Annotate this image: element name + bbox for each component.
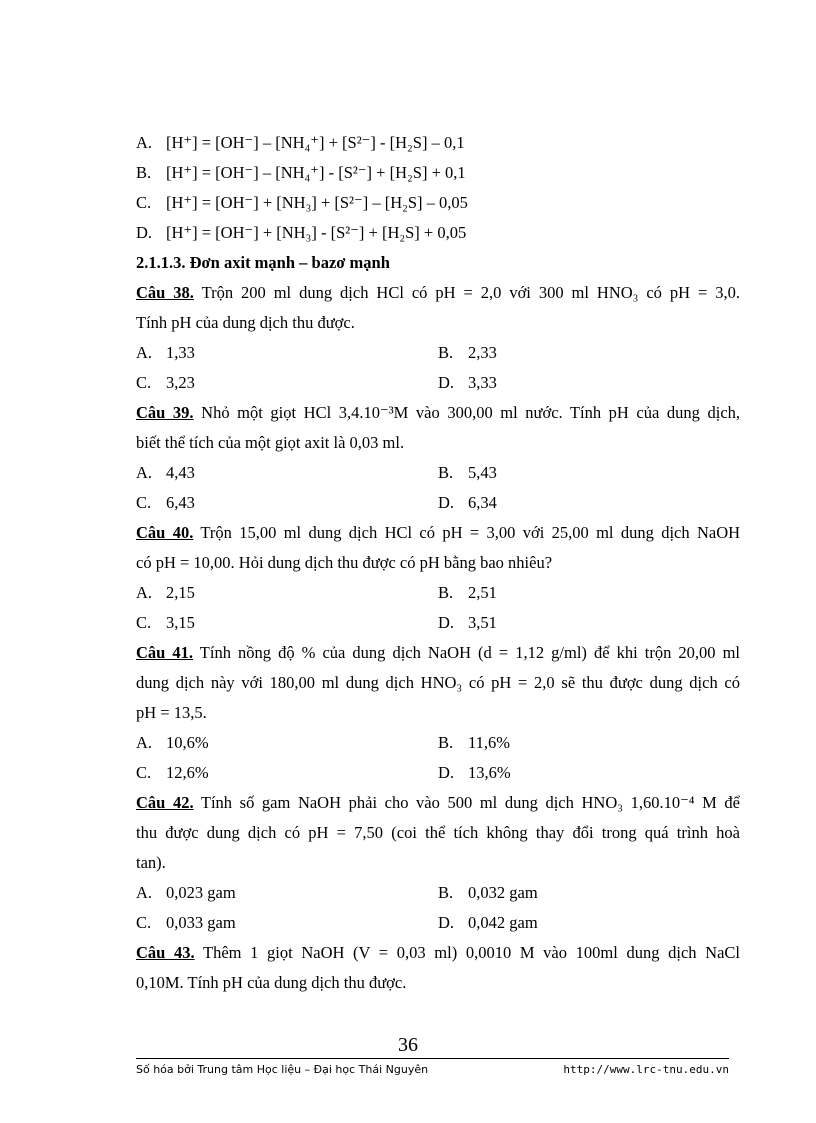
answer-label: D. [438, 763, 455, 782]
question-line: Tính pH của dung dịch thu được. [136, 313, 355, 332]
question-label: Câu 40. [136, 523, 194, 542]
answer-row [136, 758, 740, 788]
answer-row [136, 908, 740, 938]
answer-row [136, 338, 740, 368]
question-line [136, 938, 740, 968]
answer-label: C. [136, 493, 152, 512]
answer-value: 0,033 gam [166, 913, 236, 932]
answer-label: A. [136, 733, 153, 752]
question-line: dung dịch này với 180,00 ml dung dịch HNO₃ có pH = 2,0 sẽ thu được dung dịch có [136, 673, 740, 692]
answer-row [136, 608, 740, 638]
option-row [136, 188, 740, 218]
answer-value: 3,33 [468, 373, 497, 392]
question-line: biết thể tích của một giọt axit là 0,03 ml. [136, 433, 405, 452]
answer-value: 2,51 [468, 583, 497, 602]
answer-value: 0,042 gam [468, 913, 538, 932]
question-text: Tính số gam NaOH phải cho vào 500 ml dung dịch HNO₃ 1,60.10⁻⁴ M để [200, 793, 741, 812]
answer-value: 4,43 [166, 463, 195, 482]
question-label: Câu 38. [136, 283, 194, 302]
answer-value: 13,6% [468, 763, 511, 782]
option-text: [H⁺] = [OH⁻] + [NH₃] + [S²⁻] – [H₂S] – 0,05 [166, 193, 468, 212]
answer-row [136, 728, 740, 758]
page-number: 36 [398, 1034, 418, 1056]
question-text: Trộn 200 ml dung dịch HCl có pH = 2,0 với 300 ml HNO₃ có pH = 3,0. [201, 283, 740, 302]
page-content [136, 128, 740, 998]
option-row [136, 128, 740, 158]
question-label: Câu 41. [136, 643, 194, 662]
answer-label: D. [438, 913, 455, 932]
question-line: thu được dung dịch có pH = 7,50 (coi thể tích không thay đổi trong quá trình hoà [136, 823, 740, 842]
question-line: pH = 13,5. [136, 703, 207, 722]
footer-link[interactable]: http://www.lrc-tnu.edu.vn [563, 1063, 729, 1076]
question-line [136, 518, 740, 548]
answer-value: 12,6% [166, 763, 209, 782]
question-line [136, 788, 740, 818]
option-row [136, 158, 740, 188]
answer-value: 11,6% [468, 733, 511, 752]
answer-label: C. [136, 373, 152, 392]
answer-label: B. [438, 883, 454, 902]
option-label: D. [136, 223, 153, 242]
option-text: [H⁺] = [OH⁻] – [NH₄⁺] + [S²⁻] - [H₂S] – 0,1 [166, 133, 465, 152]
answer-label: B. [438, 463, 454, 482]
answer-value: 3,51 [468, 613, 497, 632]
answer-label: A. [136, 463, 153, 482]
answer-label: A. [136, 343, 153, 362]
question-text: Tính nồng độ % của dung dịch NaOH (d = 1,12 g/ml) để khi trộn 20,00 ml [199, 643, 740, 662]
question-text: Trộn 15,00 ml dung dịch HCl có pH = 3,00 với 25,00 ml dung dịch NaOH [200, 523, 741, 542]
option-text: [H⁺] = [OH⁻] – [NH₄⁺] - [S²⁻] + [H₂S] + 0,1 [166, 163, 466, 182]
option-label: A. [136, 133, 153, 152]
answer-value: 6,34 [468, 493, 497, 512]
answer-value: 10,6% [166, 733, 209, 752]
answer-label: C. [136, 913, 152, 932]
question-line: 0,10M. Tính pH của dung dịch thu được. [136, 973, 407, 992]
option-label: C. [136, 193, 152, 212]
section-heading: 2.1.1.3. Đơn axit mạnh – bazơ mạnh [136, 253, 390, 272]
answer-row [136, 458, 740, 488]
footer-divider [136, 1058, 729, 1059]
footer-credit: Số hóa bởi Trung tâm Học liệu – Đại học Thái Nguyên [136, 1063, 429, 1076]
answer-value: 0,023 gam [166, 883, 236, 902]
option-row [136, 218, 740, 248]
answer-label: A. [136, 583, 153, 602]
question-line: tan). [136, 853, 166, 872]
answer-value: 2,15 [166, 583, 195, 602]
question-label: Câu 39. [136, 403, 194, 422]
answer-row [136, 878, 740, 908]
answer-value: 0,032 gam [468, 883, 538, 902]
question-line [136, 278, 740, 308]
answer-label: A. [136, 883, 153, 902]
answer-label: D. [438, 493, 455, 512]
answer-row [136, 488, 740, 518]
answer-value: 1,33 [166, 343, 195, 362]
answer-value: 6,43 [166, 493, 195, 512]
question-label: Câu 42. [136, 793, 194, 812]
answer-label: D. [438, 613, 455, 632]
answer-value: 3,23 [166, 373, 195, 392]
question-label: Câu 43. [136, 943, 195, 962]
question-line [136, 638, 740, 668]
option-label: B. [136, 163, 152, 182]
answer-label: C. [136, 613, 152, 632]
question-line [136, 398, 740, 428]
footer [136, 1063, 729, 1076]
question-text: Nhỏ một giọt HCl 3,4.10⁻³M vào 300,00 ml nước. Tính pH của dung dịch, [201, 403, 741, 422]
answer-label: B. [438, 343, 454, 362]
answer-value: 3,15 [166, 613, 195, 632]
question-line: có pH = 10,00. Hỏi dung dịch thu được có pH bằng bao nhiêu? [136, 553, 553, 572]
answer-row [136, 578, 740, 608]
answer-value: 2,33 [468, 343, 497, 362]
option-text: [H⁺] = [OH⁻] + [NH₃] - [S²⁻] + [H₂S] + 0,05 [166, 223, 467, 242]
answer-label: B. [438, 733, 454, 752]
answer-row [136, 368, 740, 398]
answer-label: B. [438, 583, 454, 602]
answer-value: 5,43 [468, 463, 497, 482]
answer-label: D. [438, 373, 455, 392]
question-text: Thêm 1 giọt NaOH (V = 0,03 ml) 0,0010 M vào 100ml dung dịch NaCl [202, 943, 741, 962]
answer-label: C. [136, 763, 152, 782]
